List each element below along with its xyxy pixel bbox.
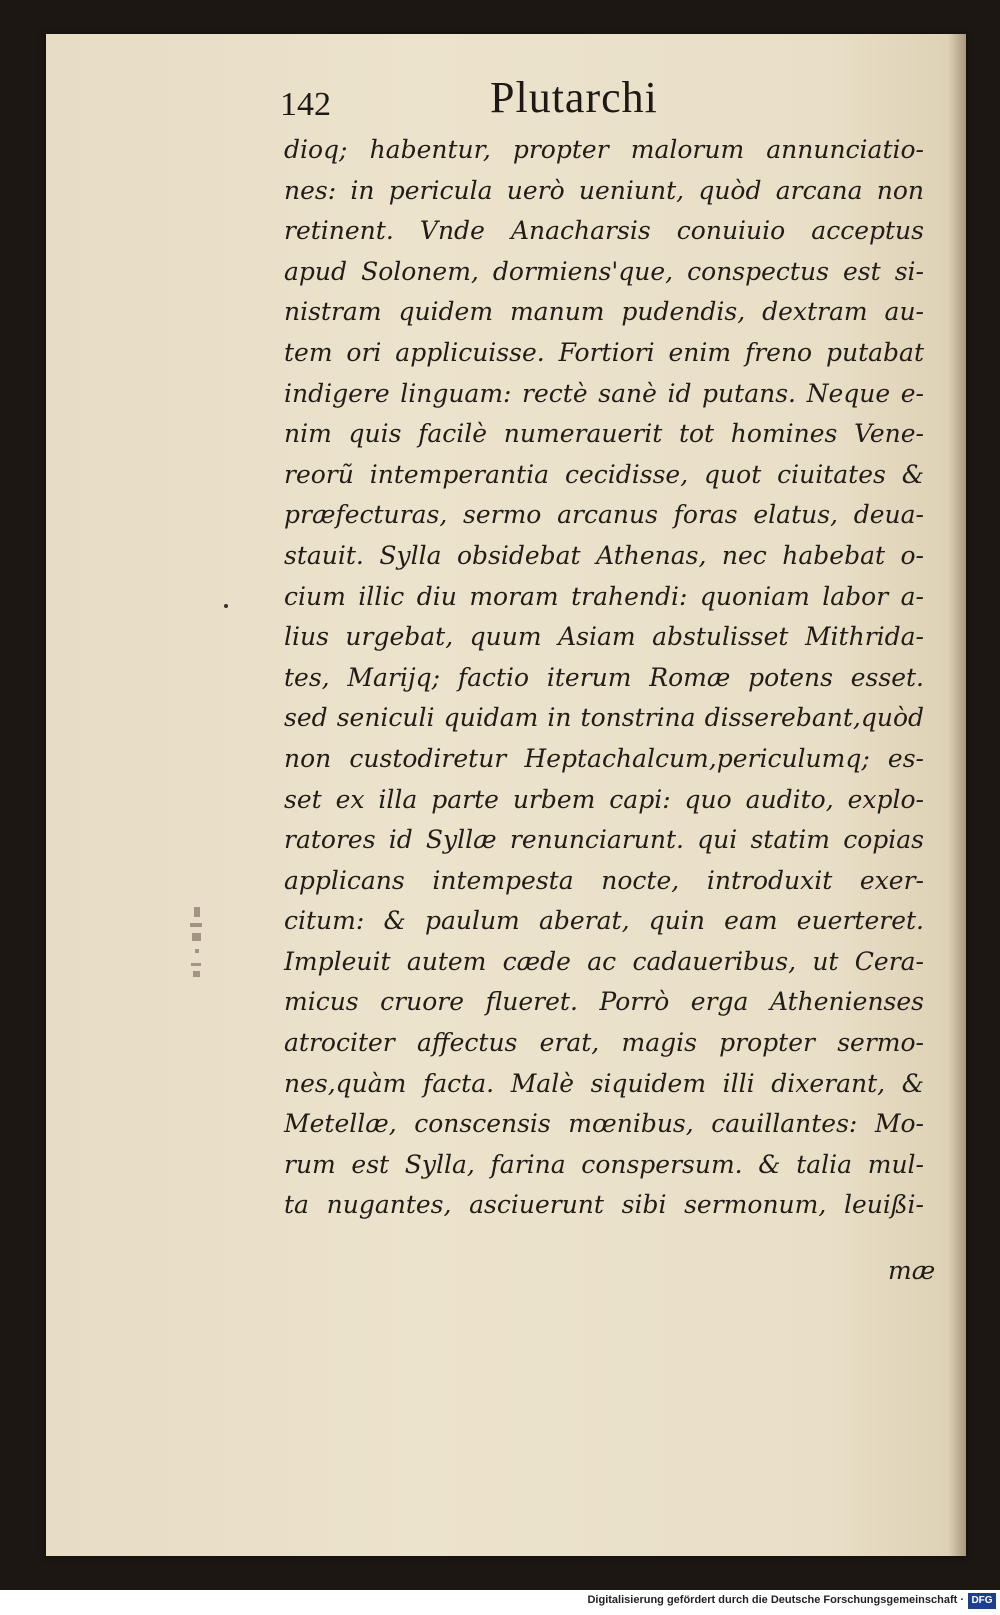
running-head: Plutarchi: [490, 73, 658, 122]
text-line: ta nugantes, asciuerunt sibi sermonum, leuißi-: [284, 1190, 924, 1220]
text-line: indigere linguam: rectè sanè id putans. Neque e-: [284, 378, 924, 408]
text-line: cium illic diu moram trahendi: quoniam labor a-: [284, 581, 924, 611]
page-edge-shadow: [948, 34, 966, 1556]
text-line: micus cruore flueret. Porrò erga Athenienses: [284, 987, 924, 1017]
text-line: apud Solonem, dormiens'que, conspectus est si-: [284, 256, 924, 286]
text-line: reorũ intemperantia cecidisse, quot ciuitates &: [284, 459, 924, 489]
text-line: ratores id Syllæ renunciarunt. qui statim copias: [284, 825, 924, 855]
text-line: tem ori applicuisse. Fortiori enim freno putabat: [284, 337, 924, 367]
page-number: 142: [280, 86, 331, 123]
text-line: rum est Sylla, farina conspersum. & talia mul-: [284, 1149, 924, 1179]
text-line: dioq; habentur, propter malorum annunciatio-: [284, 135, 924, 164]
text-line: Impleuit autem cæde ac cadaueribus, ut Cera-: [284, 946, 924, 976]
text-line: sed seniculi quidam in tonstrina disserebant,quòd: [284, 703, 924, 733]
text-line: set ex illa parte urbem capi: quo audito, explo-: [284, 784, 924, 814]
catchword: mæ: [888, 1256, 936, 1285]
text-line: citum: & paulum aberat, quin eam euerteret.: [284, 906, 924, 936]
text-line: præfecturas, sermo arcanus foras elatus, deua-: [284, 500, 924, 530]
text-line: nim quis facilè numerauerit tot homines Vene-: [284, 419, 924, 449]
text-line: atrociter affectus erat, magis propter sermo-: [284, 1028, 924, 1058]
text-line: applicans intempesta nocte, introduxit exer-: [284, 865, 924, 895]
page-header: [280, 72, 720, 132]
margin-mark: [224, 604, 228, 608]
margin-library-stamp: [186, 905, 208, 983]
footer-bar: [0, 1590, 1000, 1615]
text-line: nes,quàm facta. Malè siquidem illi dixerant, &: [284, 1068, 924, 1098]
text-line: nistram quidem manum pudendis, dextram au-: [284, 297, 924, 327]
body-text: [284, 130, 924, 1226]
text-line: retinent. Vnde Anacharsis conuiuio acceptus: [284, 216, 924, 246]
text-line: stauit. Sylla obsidebat Athenas, nec habebat o-: [284, 540, 924, 570]
text-line: non custodiretur Heptachalcum,periculumq; es-: [284, 743, 924, 773]
text-line: tes, Marijq; factio iterum Romæ potens esset.: [284, 662, 924, 692]
footer-credit: Digitalisierung gefördert durch die Deutsche Forschungsgemeinschaft ·: [587, 1594, 964, 1606]
text-line: nes: in pericula uerò ueniunt, quòd arcana non: [284, 175, 924, 205]
text-line: Metellæ, conscensis mœnibus, cauillantes: Mo-: [284, 1109, 924, 1139]
dfg-logo: DFG: [968, 1593, 996, 1609]
text-line: lius urgebat, quum Asiam abstulisset Mithrida-: [284, 622, 924, 652]
